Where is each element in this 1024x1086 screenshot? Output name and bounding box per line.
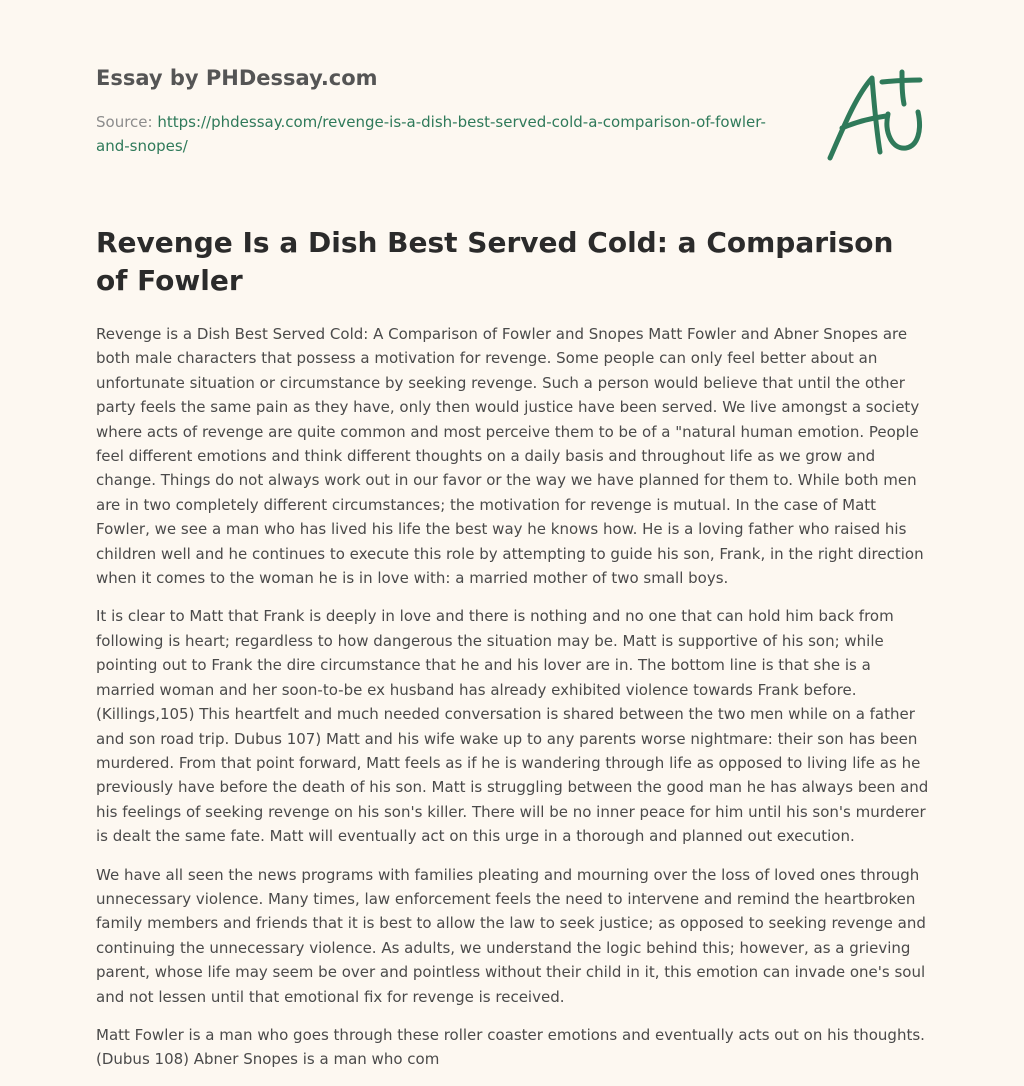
- paragraph: It is clear to Matt that Frank is deeply in love and there is nothing and no one that can hold him back from following is heart; regardless to how dangerous the situation may be. Matt is supportive of his son; while pointing out to Frank the dire circumstance that he and his lover are in. The bottom line is that she is a married woman and her soon-to-be ex husband has already exhibited violence towards Frank before. (Killings,105) This heartfelt and much needed conversation is shared between the two men while on a father and son road trip. Dubus 107) Matt and his wife wake up to any parents worse nightmare: their son has been murdered. From that point forward, Matt feels as if he is wandering through life as opposed to living life as he previously have before the death of his son. Matt is struggling between the good man he has always been and his feelings of seeking revenge on his son's killer. There will be no inner peace for him until his son's murderer is dealt the same fate. Matt will eventually act on this urge in a thorough and planned out execution.: [96, 607, 929, 846]
- article-body: [96, 322, 930, 1086]
- a-plus-logo-svg: [822, 68, 928, 164]
- source-link[interactable]: https://phdessay.com/revenge-is-a-dish-best-served-cold-a-comparison-of-fowler-and-snopes/: [96, 113, 766, 155]
- source-label: Source:: [96, 113, 158, 131]
- paragraph: Matt Fowler is a man who goes through these roller coaster emotions and eventually acts out on his thoughts. (Dubus 108) Abner Snopes is a man who com: [96, 1025, 925, 1069]
- paragraph: Revenge is a Dish Best Served Cold: A Comparison of Fowler and Snopes Matt Fowler and Abner Snopes are both male characters that possess a motivation for revenge. Some people can only feel better about an unfortunate situation or circumstance by seeking revenge. Such a person would believe that until the other party feels the same pain as they have, only then would justice have been served. We live amongst a society where acts of revenge are quite common and most perceive them to be of a "natural human emotion. People feel different emotions and think different thoughts on a daily basis and throughout life as we grow and change. Things do not always work out in our favor or the way we have planned for them to. While both men are in two completely different circumstances; the motivation for revenge is mutual. In the case of Matt Fowler, we see a man who has lived his life the best way he knows how. He is a loving father who raised his children well and he continues to execute this role by attempting to guide his son, Frank, in the right direction when it comes to the woman he is in love with: a married mother of two small boys.: [96, 325, 924, 588]
- source-line: [96, 110, 776, 158]
- page-header: [96, 62, 776, 158]
- paragraph: We have all seen the news programs with families pleating and mourning over the loss of loved ones through unnecessary violence. Many times, law enforcement feels the need to intervene and remind the heartbroken family members and friends that it is best to allow the law to seek justice; as opposed to seeking revenge and continuing the unnecessary violence. As adults, we understand the logic behind this; however, as a grieving parent, whose life may seem be over and pointless without their child in it, this emotion can invade one's soul and not lessen until that emotional fix for revenge is received.: [96, 865, 926, 1006]
- a-plus-grade-logo-icon: [822, 68, 928, 164]
- site-title: Essay by PHDessay.com: [96, 66, 378, 90]
- article-title: Revenge Is a Dish Best Served Cold: a Comparison of Fowler: [96, 226, 894, 297]
